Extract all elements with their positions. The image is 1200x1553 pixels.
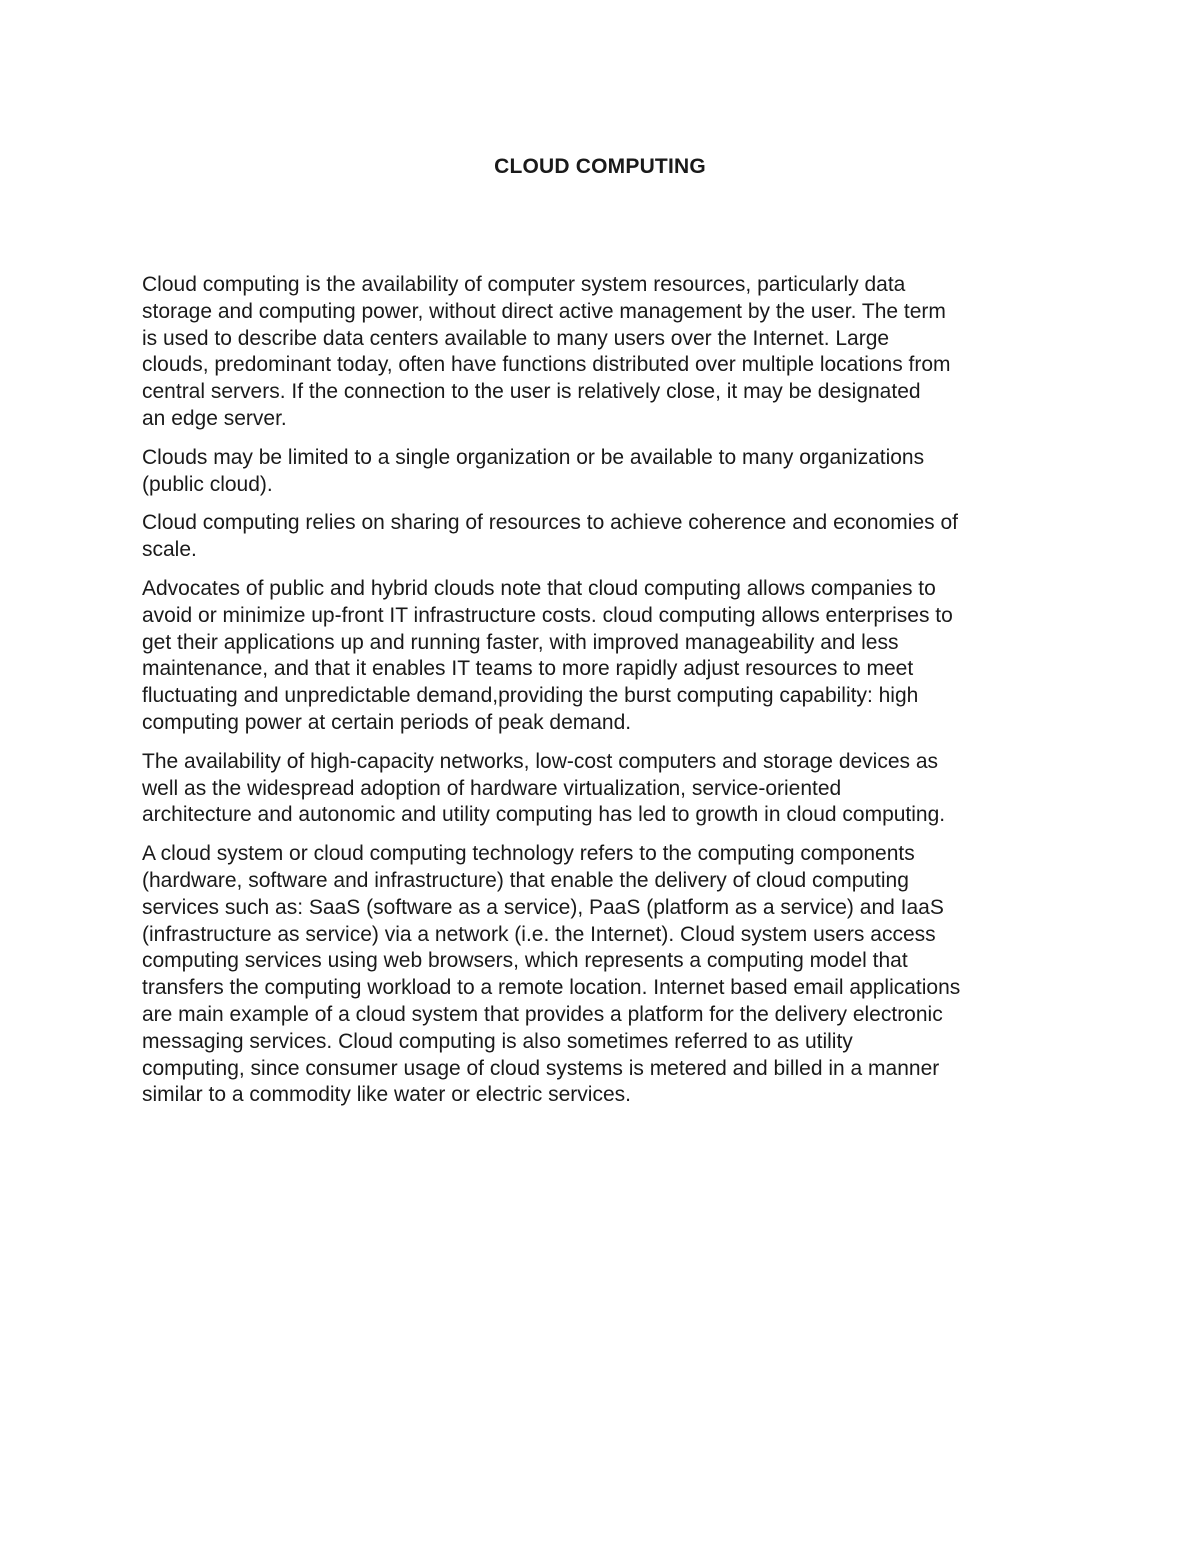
paragraph-definition: Cloud computing is the availability of computer system resources, particularly data storage and computing power, without direct active management by the user. The term is used to describe data centers available to many users over the Internet. Large clouds, predominant today, often have functions distributed over multiple locations from central servers. If the connection to the user is relatively close, it may be designated an edge server. [142,273,951,430]
document-title: CLOUD COMPUTING [494,155,706,178]
paragraph-advocates: Advocates of public and hybrid clouds note that cloud computing allows companies to avoid or minimize up-front IT infrastructure costs. cloud computing allows enterprises to get their applications up and running faster, with improved manageability and less maintenance, and that it enables IT teams to more rapidly adjust resources to meet fluctuating and unpredictable demand,providing the burst computing capability: high computing power at certain periods of peak demand. [142,576,953,734]
paragraph-growth: The availability of high-capacity networks, low-cost computers and storage devices as well as the widespread adoption of hardware virtualization, service-oriented architecture and autonomic and utility computing has led to growth in cloud computing. [142,749,946,827]
document-body [142,272,1062,1121]
paragraph-cloud-system: A cloud system or cloud computing technology refers to the computing components (hardware, software and infrastructure) that enable the delivery of cloud computing services such as: SaaS (software as a service), PaaS (platform as a service) and IaaS (infrastructure as service) via a network (i.e. the Internet). Cloud system users access computing services using web browsers, which represents a computing model that transfers the computing workload to a remote location. Internet based email applications are main example of a cloud system that provides a platform for the delivery electronic messaging services. Cloud computing is also sometimes referred to as utility computing, since consumer usage of cloud systems is metered and billed in a manner similar to a commodity like water or electric services. [142,842,961,1107]
paragraph-scope: Clouds may be limited to a single organization or be available to many organizations (public cloud). [142,445,925,496]
paragraph-sharing: Cloud computing relies on sharing of resources to achieve coherence and economies of scale. [142,511,958,562]
